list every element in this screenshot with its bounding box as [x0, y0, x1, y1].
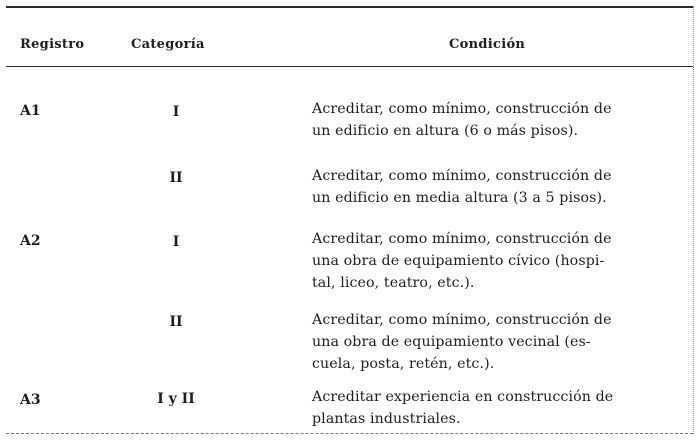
row-categoria: I y II — [157, 391, 195, 407]
condicion-line: una obra de equipamiento cívico (hospi- — [312, 253, 605, 269]
row-condicion — [312, 98, 680, 142]
condicion-line: un edificio en altura (6 o más pisos). — [312, 123, 579, 139]
condicion-line: tal, liceo, teatro, etc.). — [312, 275, 475, 291]
row-registro: A2 — [20, 233, 41, 249]
condicion-line: una obra de equipamiento vecinal (es- — [312, 334, 591, 350]
condicion-line: Acreditar, como mínimo, construcción de — [312, 101, 612, 117]
row-categoria: I — [172, 234, 180, 250]
row-registro: A3 — [20, 392, 41, 408]
condicion-line: Acreditar, como mínimo, construcción de — [312, 168, 612, 184]
header-rule — [6, 66, 693, 67]
right-edge-line — [693, 6, 694, 434]
row-condicion — [312, 228, 680, 294]
condicion-line: Acreditar experiencia en construcción de — [312, 389, 614, 405]
row-registro: A1 — [20, 103, 41, 119]
condicion-line: cuela, posta, retén, etc.). — [312, 356, 495, 372]
condicion-line: plantas industriales. — [312, 411, 461, 427]
condicion-line: Acreditar, como mínimo, construcción de — [312, 231, 612, 247]
row-categoria: II — [169, 170, 183, 186]
condicion-line: Acreditar, como mínimo, construcción de — [312, 312, 612, 328]
row-categoria: I — [172, 104, 180, 120]
header-categoria: Categoría — [131, 37, 205, 52]
row-condicion — [312, 165, 680, 209]
header-condicion: Condición — [449, 37, 526, 52]
condicion-line: un edificio en media altura (3 a 5 pisos). — [312, 190, 607, 206]
row-categoria: II — [169, 314, 183, 330]
header-registro: Registro — [20, 37, 85, 52]
row-condicion — [312, 386, 680, 430]
bottom-rule — [6, 433, 693, 434]
top-rule — [6, 6, 693, 8]
row-condicion — [312, 309, 680, 375]
